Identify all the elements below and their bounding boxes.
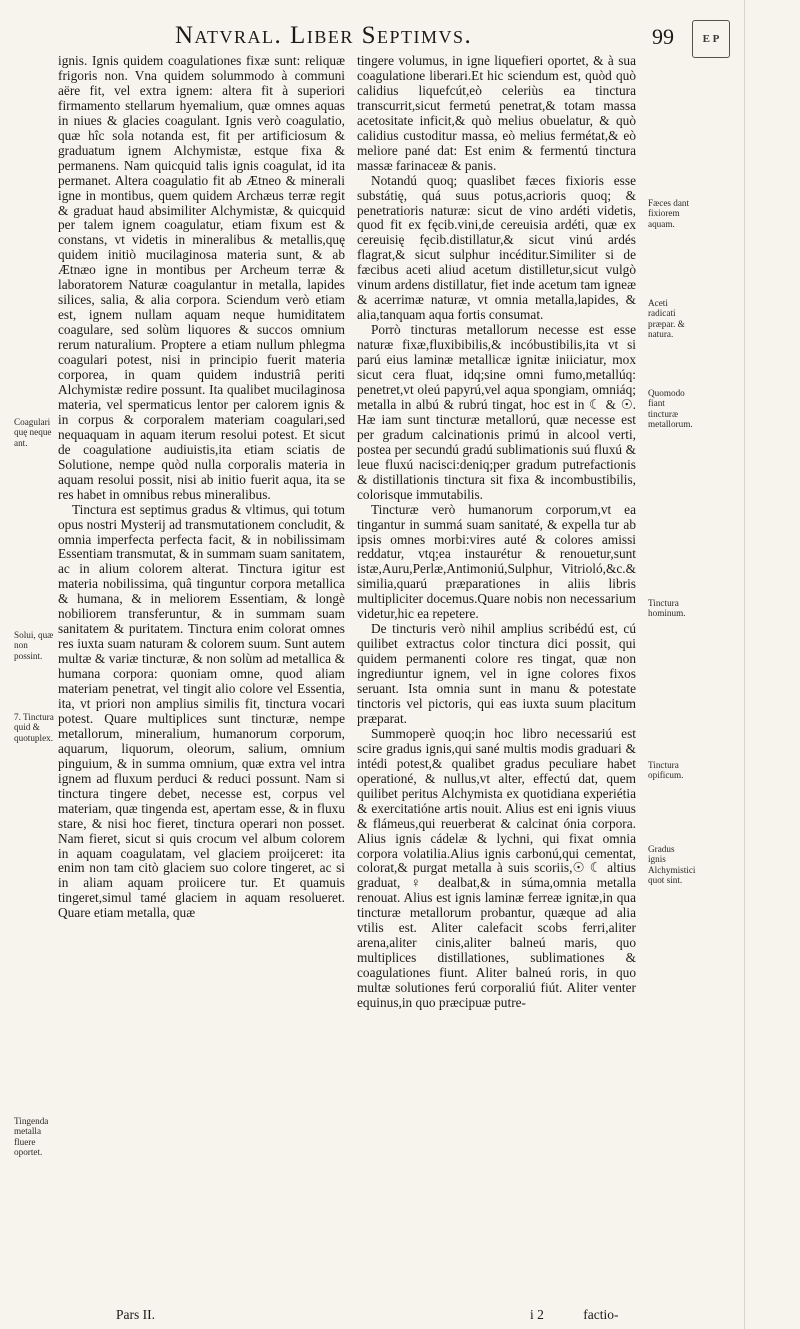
printer-mark-icon: E P [692, 20, 730, 58]
paragraph: Tinctura est septimus gradus & vltimus, qui totum opus nostri Mysterij ad transmutationem concludit, & omnia imperfecta perfecta facit, & in nobilissimam Essentiam transmutat, & in summam suam sanitatem, ac in alium colorem alterat. Tinctura igitur est materia nobilissima, quâ tinguntur corpora metallica & humana, & in meliorem Essentiam, & longè nobiliorem transferuntur, & in summam suam sanitatem & puritatem. Tinctura enim colorat omnes res iuxta suam naturam & colorem suum. Sunt autem multæ & variæ tincturæ, & non solùm ad metallica & humana corpora: quoniam omne, quod aliam materiam penetrat, vel tingit alio colore vel Essentia, ita, vt priori non amplius similis fit, tinctura vocari potest. Quare multiplices sunt tincturæ, nempe metallorum, mineralium, humanorum corporum, aquarum, liquorum, oleorum, salium, omnium pinguium, & in summa omnium, quæ extra vel intra ignem ad fluxum perduci & reduci possunt. Nam si tinctura tingere debet, necesse est, corpus vel materiam, quæ tingenda est, apertam esse, & in fluxu stare, & nisi hoc fieret, tinctura operari non posset. Nam fieret, sicut si quis crocum vel album colorem in aquam coagulatam, vel glaciem proijceret: ita enim non tam citò glaciem suo colore tingeret, ac si in aliam aquam proiicere tur. Et quamuis tingeret,simul tamé glaciem in aquam resolueret. Quare etiam metalla, quæ [58, 501, 345, 921]
margin-note: Quomodo fiant tincturæ metallorum. [648, 388, 693, 430]
page-footer-right [530, 1307, 670, 1323]
margin-note: Tingenda metalla fluere oportet. [14, 1116, 49, 1158]
right-text-column [357, 54, 636, 1011]
paragraph: Tincturæ verò humanorum corporum,vt ea tingantur in summá suam sanitaté, & expella tur ab ipsis omnes morbi:vires auté & colores amissi reddatur, vtq;ea instaurétur & renouetur,sunt istæ,Auru,Perlæ,Antimoniú,Sulphur, Vitrioló,&c.& similia,quarú præparationes in aliis libris multipliciter docemus.Quare nobis non necessarium videtur,hic ea repetere. [357, 501, 636, 622]
margin-note: Tinctura hominum. [648, 598, 686, 619]
running-title: Natvral. Liber Septimvs. [175, 22, 473, 49]
page-number: 99 [652, 24, 674, 49]
paragraph: Porrò tincturas metallorum necesse est esse naturæ fixæ,fluxibibilis,& incóbustibilis,ita vt si parú eius laminæ metallicæ ignitæ iniiciatur, mox sicut cera fluat, idq;sine omni fumo,metallúq: penetret,vt oleú papyrú,vel aqua spongiam, omniáq; metalla in albú & rubrú tingat, hoc est in ☾ & ☉. Hæ iam sunt tincturæ metallorú, quæ necesse est per gradum calcinationis primú in alcool verti, postea per secundú gradú sublimationis suú fluxú & leue fluxú nacisci:deniq;per gradum putrefactionis & distillationis tinctura sit fixa & incombustibilis, colorisque immutabilis. [357, 322, 636, 502]
paragraph: ignis. Ignis quidem coagulationes fixæ sunt: reliquæ frigoris non. Vna quidem solummodo à communi aëre fit, vel extra ignem: altera fit à superiori firmamento stellarum hyemalium, quæ omnes aquas in niues & glacies coagulant. Ignis verò coagulatio, quæ hîc sola notanda est, fit per artificiosum & graduatum ignem Alchymistæ, estque fixa & permanens. Nam quicquid talis ignis coagulat, id ita permanet. Altera coagulatio fit ab Ætneo & minerali igne in montibus, quem quidem Archæus terræ regit & graduat haud absimiliter Alchymistæ, & quicquid per talem ignem coagulatur, etiam fixum est & constans, vt videtis in mineralibus & metallis,quę quidem initiò mucilaginosa materia sunt, & ab Ætnæo igne in montibus per Archeum terræ & laboratorem Naturæ coagulantur in metalla, lapides silices, salia, & alia corpora. Sciendum verò etiam est, ignem nullam aquam neque humiditatem coagulare, sed solùm liquores & succos omnium rerum naturalium. Proptere a etiam nullum phlegma coagulari potest, nisi in principio fuerit materia corporea, in quam quidem industriâ periti Alchymistæ redire possunt. Ita qualibet mucilaginosa materia, vel spermaticus lentor per calorem ignis & in corpus & corporalem materiam coagulari,sed nequaquam in aquam iterum resolui potest. Et sicut de coagulatione audiuistis,ita etiam sciatis de Solutione, nempe quòd nulla corporalis materia in aquam resolui possit, nisi ab initio fuerit aqua, ita se res habet in omnibus rebus mineralibus. [58, 53, 345, 502]
margin-note: Solui, quæ non possint. [14, 630, 54, 661]
left-text-column [58, 54, 345, 921]
margin-note: Gradus ignis Alchymistici quot sint. [648, 844, 696, 886]
margin-note: Tinctura opificum. [648, 760, 684, 781]
page-edge-divider [744, 0, 745, 1329]
margin-note: 7. Tinctura quid & quotuplex. [14, 712, 54, 743]
margin-note: Aceti radicati præpar. & natura. [648, 298, 685, 340]
margin-note: Fæces dant fixiorem aquam. [648, 198, 690, 229]
paragraph: Summoperè quoq;in hoc libro necessariú est scire gradus ignis,qui sané multis modis graduari & intédi potest,& qualibet gradus peculiare habet operationé, & nullus,vt alter, effectú dat, quem quilibet peritus Alchymista ex quotidiana experiétia & exercitatióne artis nouit. Alius est eni ignis viuus & flámeus,qui reuerberat & calcinat ónia corpora. Alius ignis cádelæ & lychni, qui fixat omnia corpora volatilia.Alius ignis carbonú,qui cementat, colorat,& purgat metalla à suis scoriis,☉ ☾ altius graduat, ♀ dealbat,& in súma,omnia metalla renouat. Alius est ignis laminæ ferreæ ignitæ,in qua tincturæ metallorum probantur, quæque ad alia vtilis est. Aliter calefacit scobs ferri,aliter arena,aliter cinis,aliter balneú maris, quo multiplices distillationes, sublimationes & coagulationes fiunt. Aliter balneú roris, in quo multæ solutiones ferú corporaliú fiút. Aliter venter equinus,in quo præcipuæ putre- [357, 725, 636, 1011]
paragraph: tingere volumus, in igne liquefieri oportet, & à sua coagulatione liberari.Et hic sciendum est, quòd quò calidius liquefcút,eò celeriùs ea tinctura transcurrit,sicut fermetú penetrat,& totam massa acetositate inficit,& quò melius obuelatur, & quò calidius custoditur massa, eò melius fermétat,& eò meliore pané dat: Est enim & fermentú tinctura massæ farinaceæ & panis. [357, 53, 636, 173]
paragraph: De tincturis verò nihil amplius scribédú est, cú quilibet extractus color tinctura dici possit, qui quidem permanenti colore res tingat, quæ non ingrediuntur ignem, vel in igne colores fixos seruant. Ista omnia sunt in manu & potestate tinctoris vel pictoris, qui eas iuxta suum placitum præparat. [357, 621, 636, 726]
margin-note: Coagulari quę neque ant. [14, 417, 52, 448]
signature-mark: Pars II. [116, 1307, 155, 1322]
paragraph: Notandú quoq; quaslibet fæces fixioris esse substátię, quá suus potus,acrioris quoq; & penetratioris naturæ: sicut de vino ardéti videtis, quod fit ex fęcib.vini,de cereuisia ardéti, quæ ex cereuisię fęcib.distillatur,& sicut vinú ardés flagrat,& sicut sulphur incéditur.Similiter si de fæcibus aceti aliud acetum distilletur,sicut vulgò vinum ardens distillatur, fiet inde acetum tam igneæ & acerrimæ naturæ, vt omnia metalla,lapides, & alia,tanquam aqua fortis consumat. [357, 172, 636, 323]
catchword: factio- [583, 1307, 619, 1322]
leaf-number: i 2 [530, 1307, 544, 1322]
